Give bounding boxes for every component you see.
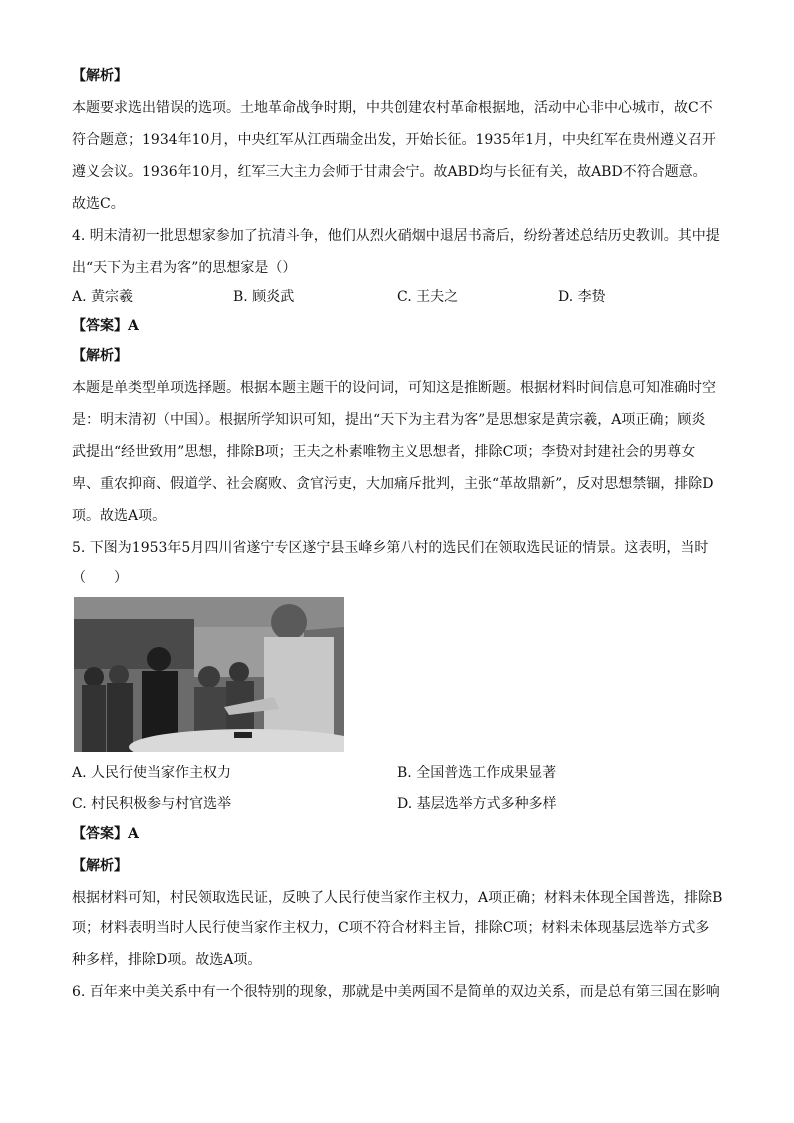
q5-option-c: C. 村民积极参与村官选举 xyxy=(72,796,232,812)
q5-option-b: B. 全国普选工作成果显著 xyxy=(397,765,557,781)
q4-option-d: D. 李贽 xyxy=(558,289,606,305)
q5-answer: 【答案】A xyxy=(72,826,139,842)
q4-option-c: C. 王夫之 xyxy=(397,289,459,305)
q4-analysis-line: 武提出“经世致用”思想，排除B项；王夫之朴素唯物主义思想者，排除C项；李贽对封建社会的男尊女 xyxy=(72,444,696,460)
q4-stem-line: 4. 明末清初一批思想家参加了抗清斗争，他们从烈火硝烟中退居书斋后，纷纷著述总结历史教训。其中提 xyxy=(72,228,720,244)
q4-answer: 【答案】A xyxy=(72,318,139,334)
q4-option-b: B. 顾炎武 xyxy=(233,289,295,305)
q3-analysis-line: 遵义会议。1936年10月，红军三大主力会师于甘肃会宁。故ABD均与长征有关，故ABD不符合题意。 xyxy=(72,164,707,180)
q5-analysis-label: 【解析】 xyxy=(72,858,128,874)
q5-stem-line: （ ） xyxy=(72,570,128,586)
q5-analysis-line: 项；材料表明当时人民行使当家作主权力，C项不符合材料主旨，排除C项；材料未体现基层选举方式多 xyxy=(72,920,710,936)
q4-analysis-line: 是：明末清初（中国）。根据所学知识可知，提出“天下为主君为客”是思想家是黄宗羲，A项正确；顾炎 xyxy=(72,412,706,428)
q5-analysis-line: 根据材料可知，村民领取选民证，反映了人民行使当家作主权力，A项正确；材料未体现全国普选，排除B xyxy=(72,890,723,906)
q6-stem-line: 6. 百年来中美关系中有一个很特别的现象，那就是中美两国不是简单的双边关系，而是总有第三国在影响 xyxy=(72,984,720,1000)
q4-analysis-line: 本题是单类型单项选择题。根据本题主题干的设问词，可知这是推断题。根据材料时间信息可知准确时空 xyxy=(72,380,716,396)
q5-option-a: A. 人民行使当家作主权力 xyxy=(72,765,232,781)
q5-analysis-line: 种多样，排除D项。故选A项。 xyxy=(72,952,262,968)
q3-analysis-line: 故选C。 xyxy=(72,196,125,212)
q3-analysis-label: 【解析】 xyxy=(72,68,128,84)
q5-stem-line: 5. 下图为1953年5月四川省遂宁专区遂宁县玉峰乡第八村的选民们在领取选民证的情景。这表明，当时 xyxy=(72,540,709,556)
q4-option-a: A. 黄宗羲 xyxy=(72,289,134,305)
voter-certificate-photo xyxy=(74,597,344,752)
q5-option-d: D. 基层选举方式多种多样 xyxy=(397,796,557,812)
q4-analysis-line: 卑、重农抑商、假道学、社会腐败、贪官污吏，大加痛斥批判，主张“革故鼎新”，反对思想禁锢，排除D xyxy=(72,476,714,492)
q4-analysis-label: 【解析】 xyxy=(72,348,128,364)
q4-stem-line: 出“天下为主君为客”的思想家是（） xyxy=(72,260,297,276)
q3-analysis-line: 符合题意；1934年10月，中央红军从江西瑞金出发，开始长征。1935年1月，中央红军在贵州遵义召开 xyxy=(72,132,716,148)
q3-analysis-line: 本题要求选出错误的选项。土地革命战争时期，中共创建农村革命根据地，活动中心非中心城市，故C不 xyxy=(72,100,713,116)
q4-analysis-line: 项。故选A项。 xyxy=(72,508,167,524)
